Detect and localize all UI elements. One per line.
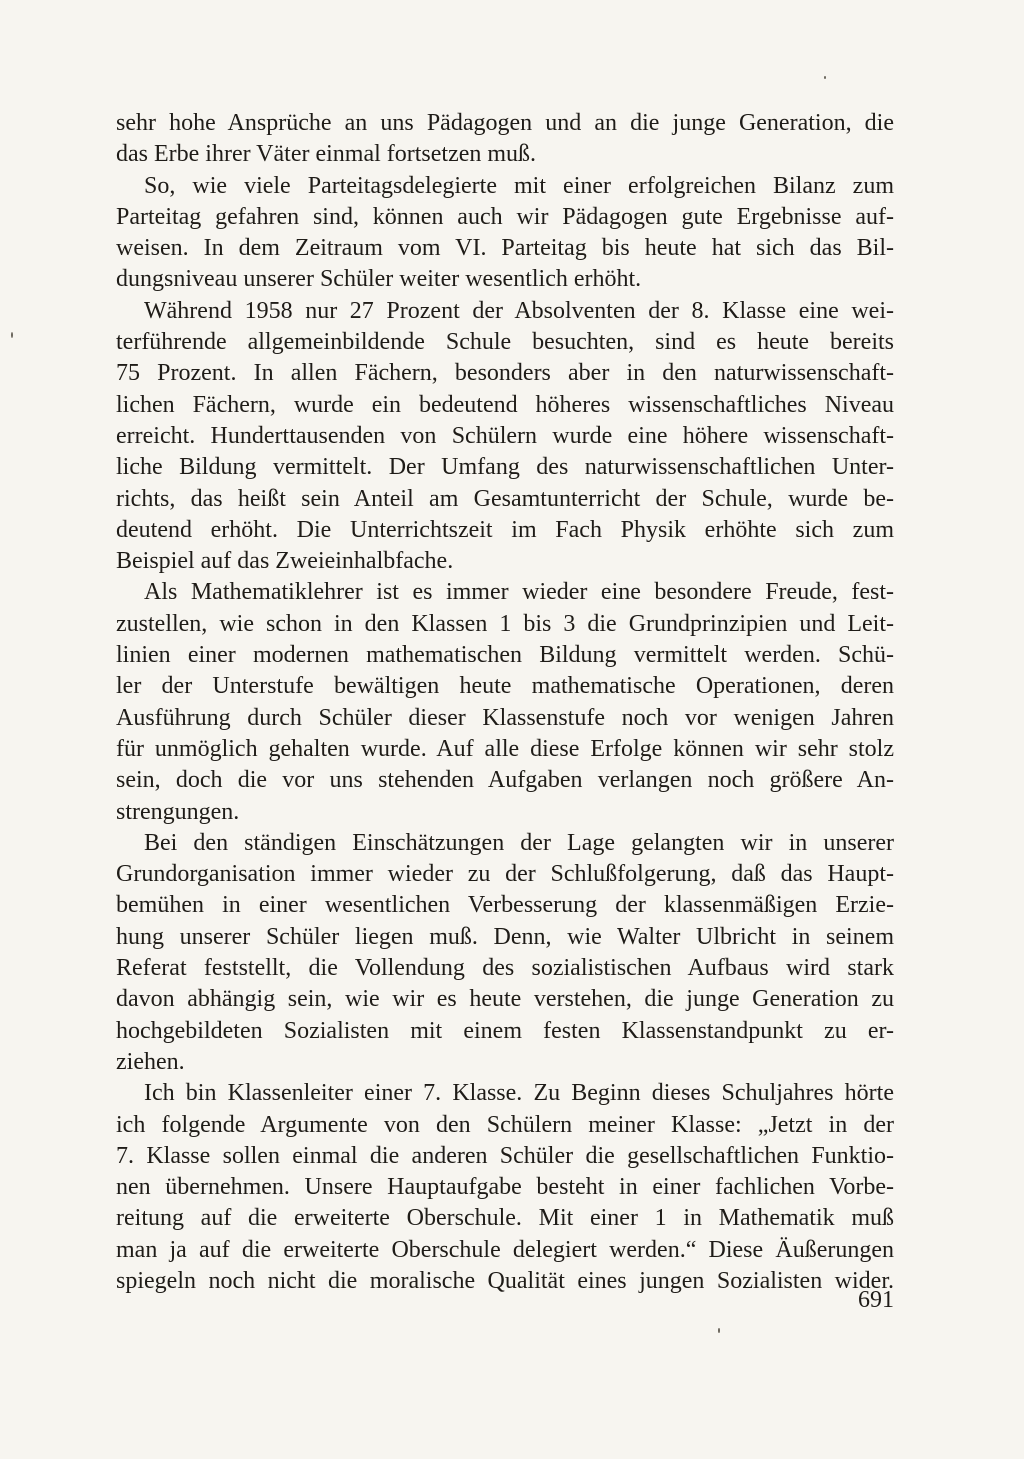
text-line: weisen. In dem Zeitraum vom VI. Parteitag bis heute hat sich das Bil- [116, 235, 894, 262]
text-line: spiegeln noch nicht die moralische Qualität eines jungen Sozialisten wider. [116, 1267, 894, 1294]
text-line: Ausführung durch Schüler dieser Klassenstufe noch vor wenigen Jahren [116, 704, 894, 731]
text-line: terführende allgemeinbildende Schule besuchten, sind es heute bereits [116, 329, 894, 356]
text-line: nen übernehmen. Unsere Hauptaufgabe besteht in einer fachlichen Vorbe- [116, 1174, 894, 1201]
text-line: sehr hohe Ansprüche an uns Pädagogen und an die junge Generation, die [116, 110, 894, 136]
text-line: liche Bildung vermittelt. Der Umfang des naturwissenschaftlichen Unter- [116, 454, 894, 481]
text-line: Parteitag gefahren sind, können auch wir Pädagogen gute Ergebnisse auf- [116, 203, 894, 230]
text-line: lichen Fächern, wurde ein bedeutend höheres wissenschaftliches Niveau [116, 391, 894, 418]
text-line: Während 1958 nur 27 Prozent der Absolventen der 8. Klasse eine wei- [144, 297, 894, 324]
text-line: Referat feststellt, die Vollendung des sozialistischen Aufbaus wird stark [116, 955, 894, 982]
text-line: zustellen, wie schon in den Klassen 1 bis 3 die Grundprinzipien und Leit- [116, 610, 894, 637]
text-line: Beispiel auf das Zweieinhalbfache. [116, 548, 454, 575]
text-line: hung unserer Schüler liegen muß. Denn, wie Walter Ulbricht in seinem [116, 923, 894, 950]
text-line: So, wie viele Parteitagsdelegierte mit einer erfolgreichen Bilanz zum [144, 172, 894, 199]
text-line: Als Mathematiklehrer ist es immer wieder eine besondere Freude, fest- [144, 579, 894, 606]
page-number: 691 [858, 1287, 894, 1313]
scan-speck [11, 332, 13, 338]
text-line: dungsniveau unserer Schüler weiter wesentlich erhöht. [116, 266, 642, 293]
text-line: 7. Klasse sollen einmal die anderen Schüler die gesellschaftlichen Funktio- [116, 1142, 894, 1169]
paragraph-5 [116, 828, 894, 1078]
paragraph-1 [116, 108, 894, 171]
page-body [116, 108, 894, 1297]
text-line: ich folgende Argumente von den Schülern meiner Klasse: „Jetzt in der [116, 1111, 894, 1138]
text-line: sein, doch die vor uns stehenden Aufgaben verlangen noch größere An- [116, 767, 894, 794]
text-line: hochgebildeten Sozialisten mit einem festen Klassenstandpunkt zu er- [116, 1017, 894, 1044]
text-line: für unmöglich gehalten wurde. Auf alle diese Erfolge können wir sehr stolz [116, 735, 894, 762]
text-line: deutend erhöht. Die Unterrichtszeit im Fach Physik erhöhte sich zum [116, 516, 894, 543]
scan-speck [718, 1328, 720, 1333]
text-line: ziehen. [116, 1048, 185, 1075]
paragraph-4 [116, 577, 894, 827]
text-line: man ja auf die erweiterte Oberschule delegiert werden.“ Diese Äußerungen [116, 1236, 894, 1263]
text-line: davon abhängig sein, wie wir es heute verstehen, die junge Generation zu [116, 986, 894, 1013]
text-line: Ich bin Klassenleiter einer 7. Klasse. Zu Beginn dieses Schuljahres hörte [144, 1080, 894, 1107]
text-line: bemühen in einer wesentlichen Verbesserung der klassenmäßigen Erzie- [116, 892, 894, 919]
text-line: Grundorganisation immer wieder zu der Schlußfolgerung, daß das Haupt- [116, 861, 894, 888]
text-line: 75 Prozent. In allen Fächern, besonders aber in den naturwissenschaft- [116, 360, 894, 387]
text-line: Bei den ständigen Einschätzungen der Lage gelangten wir in unserer [144, 829, 894, 856]
text-line: das Erbe ihrer Väter einmal fortsetzen muß. [116, 141, 537, 168]
text-line: linien einer modernen mathematischen Bildung vermittelt werden. Schü- [116, 642, 894, 669]
paragraph-3 [116, 296, 894, 578]
text-line: reitung auf die erweiterte Oberschule. Mit einer 1 in Mathematik muß [116, 1205, 894, 1232]
paragraph-2 [116, 171, 894, 296]
text-line: richts, das heißt sein Anteil am Gesamtunterricht der Schule, wurde be- [116, 485, 894, 512]
paragraph-6 [116, 1078, 894, 1297]
text-line: erreicht. Hunderttausenden von Schülern wurde eine höhere wissenschaft- [116, 422, 894, 449]
scan-speck [824, 76, 826, 79]
text-line: strengungen. [116, 798, 240, 825]
text-line: ler der Unterstufe bewältigen heute mathematische Operationen, deren [116, 673, 894, 700]
